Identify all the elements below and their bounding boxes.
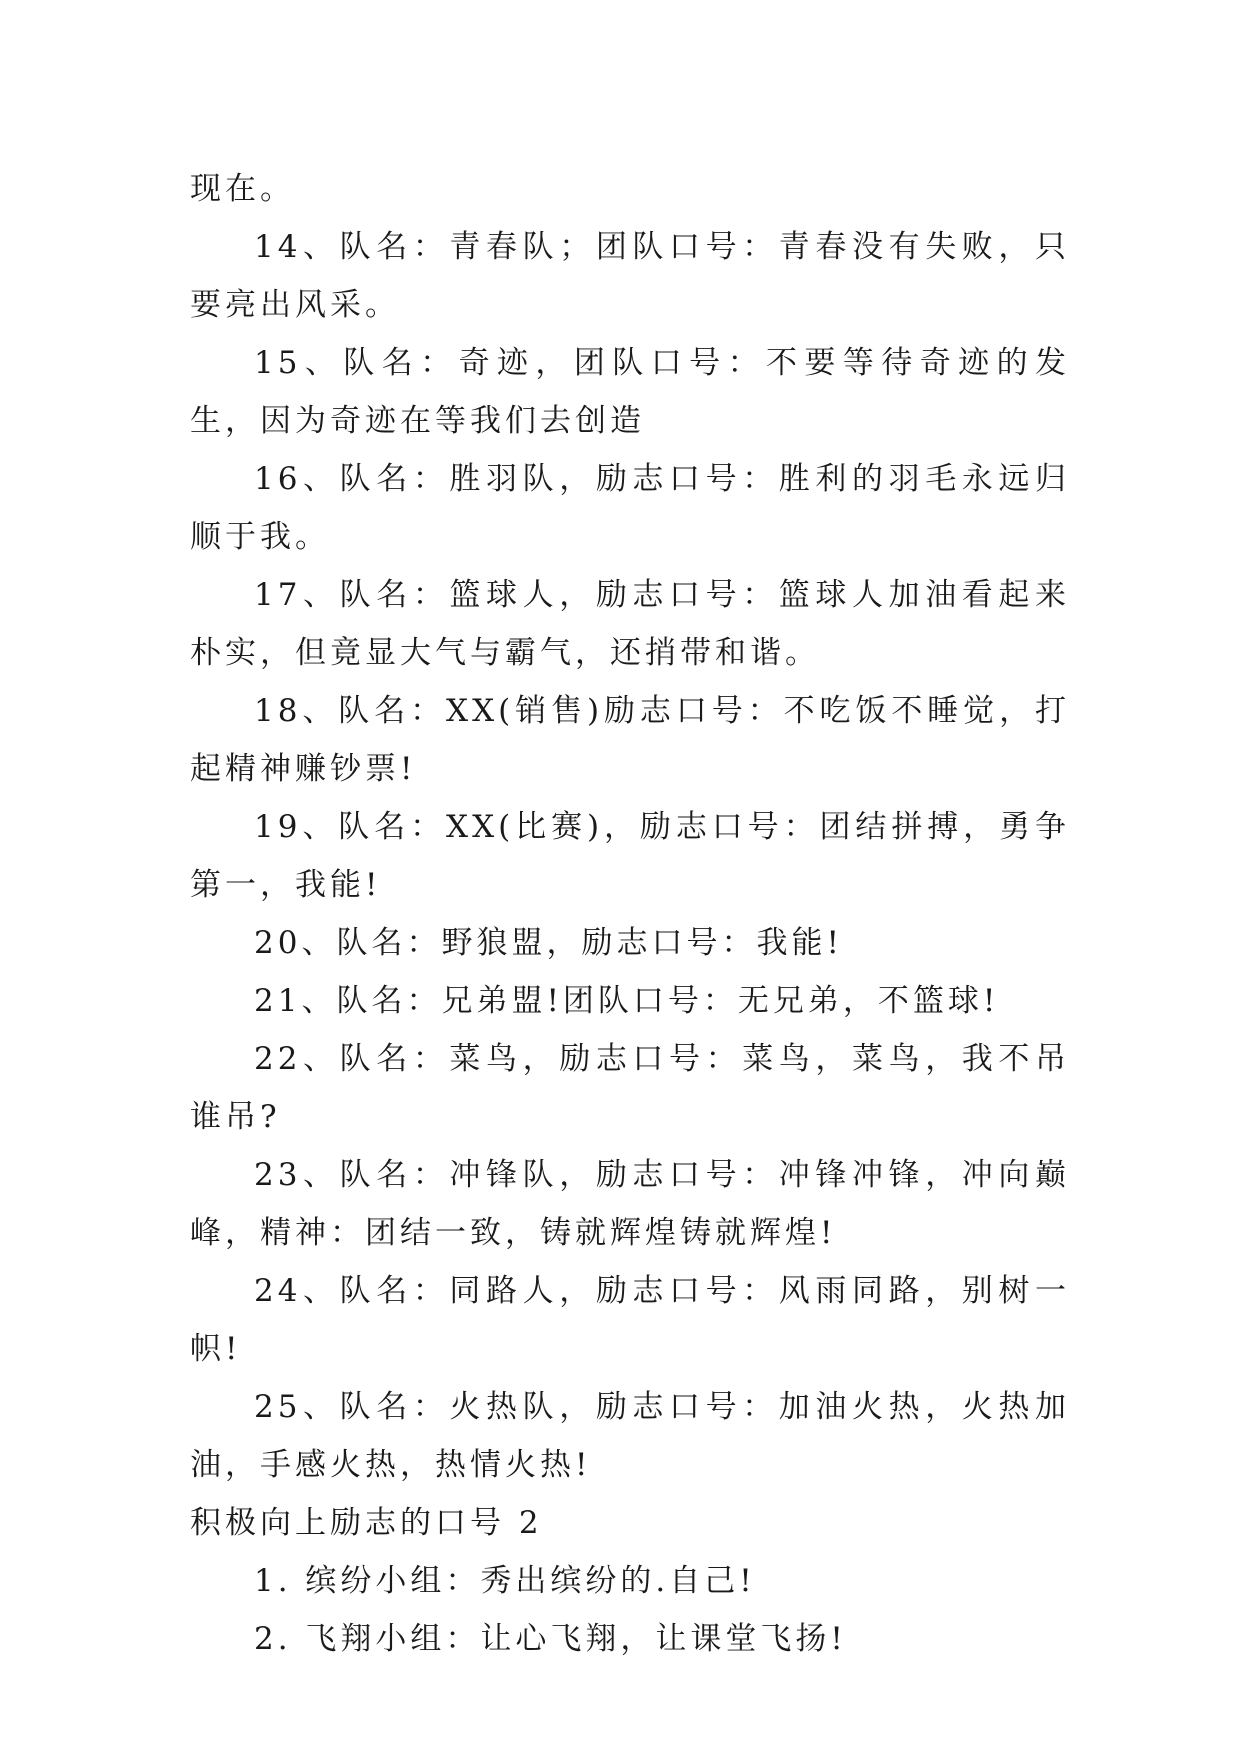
paragraph-item-24: 24、队名：同路人，励志口号：风雨同路，别树一帜!	[190, 1273, 1070, 1367]
paragraph-item-20: 20、队名：野狼盟，励志口号：我能!	[254, 925, 843, 961]
paragraph-item-17: 17、队名：篮球人，励志口号：篮球人加油看起来朴实，但竟显大气与霸气，还捎带和谐。	[190, 577, 1070, 671]
paragraph-item-23: 23、队名：冲锋队，励志口号：冲锋冲锋，冲向巅峰，精神：团结一致，铸就辉煌铸就辉煌!	[190, 1157, 1070, 1251]
paragraph-item-22: 22、队名：菜鸟，励志口号：菜鸟，菜鸟，我不吊谁吊?	[190, 1041, 1070, 1135]
document-body	[190, 160, 1070, 1668]
paragraph-continuation: 现在。	[190, 171, 295, 207]
paragraph-item-18: 18、队名：XX(销售)励志口号：不吃饭不睡觉，打起精神赚钞票!	[190, 693, 1070, 787]
paragraph-item-21: 21、队名：兄弟盟!团队口号：无兄弟，不篮球!	[254, 983, 1000, 1019]
section-heading: 积极向上励志的口号 2	[190, 1505, 543, 1541]
paragraph-item-15: 15、队名：奇迹，团队口号：不要等待奇迹的发生，因为奇迹在等我们去创造	[190, 345, 1070, 439]
paragraph-item-14: 14、队名：青春队；团队口号：青春没有失败，只要亮出风采。	[190, 229, 1070, 323]
paragraph-item-19: 19、队名：XX(比赛)，励志口号：团结拼搏，勇争第一，我能!	[190, 809, 1070, 903]
paragraph-list-item-2: 2. 飞翔小组：让心飞翔，让课堂飞扬!	[254, 1621, 847, 1657]
paragraph-list-item-1: 1. 缤纷小组：秀出缤纷的.自己!	[254, 1563, 756, 1599]
paragraph-item-16: 16、队名：胜羽队，励志口号：胜利的羽毛永远归顺于我。	[190, 461, 1070, 555]
paragraph-item-25: 25、队名：火热队，励志口号：加油火热，火热加油，手感火热，热情火热!	[190, 1389, 1070, 1483]
